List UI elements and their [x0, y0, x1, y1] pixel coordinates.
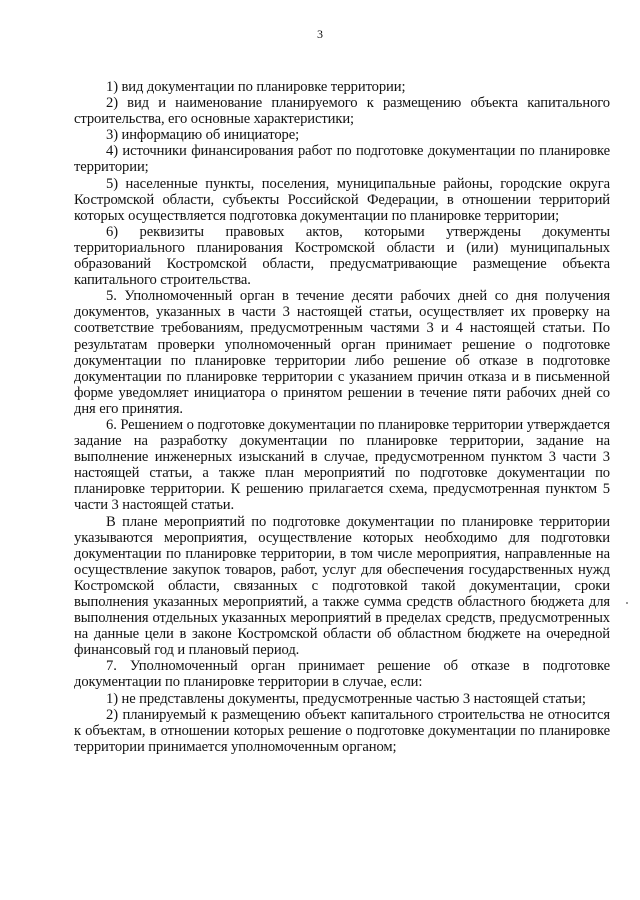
- list-item-5-settlements: 5) населенные пункты, поселения, муниципальные районы, городские округа Костромской области, субъекты Российской Федерации, в отношении территорий которых осуществляется подготовка документации по планировке территории;: [74, 175, 610, 224]
- paragraph-action-plan: В плане мероприятий по подготовке документации по планировке территории указываются мероприятия, осуществление которых необходимо для подготовки документации по планировке территории, в том числе мероприятия, направленные на осуществление закупок товаров, работ, услуг для обеспечения государственных нужд Костромской области, связанных с подготовкой такой документации, сроки выполнения указанных мероприятий, а также сумма средств областного бюджета для выполнения отдельных указанных мероприятий в пределах средств, предусмотренных на данные цели в законе Костромской области об областном бюджете на очередной финансовый год и плановый период.: [74, 513, 610, 659]
- list-item-1-documentation-type: 1) вид документации по планировке территории;: [106, 79, 406, 95]
- paragraph-clause-7: 7. Уполномоченный орган принимает решение об отказе в подготовке документации по планировке территории в случае, если:: [74, 658, 610, 691]
- list-item-2-object-type: 2) вид и наименование планируемого к размещению объекта капитального строительства, его основные характеристики;: [74, 95, 610, 128]
- refusal-item-2: 2) планируемый к размещению объект капитального строительства не относится к объектам, в отношении которых решение о подготовке документации по планировке территории принимается уполномоченным органом;: [74, 706, 610, 755]
- list-item-4-funding-sources: 4) источники финансирования работ по подготовке документации по планировке территории;: [74, 143, 610, 176]
- paragraph-clause-5: 5. Уполномоченный орган в течение десяти рабочих дней со дня получения документов, указанных в части 3 настоящей статьи, осуществляет их проверку на соответствие требованиям, предусмотренным частями 3 и 4 настоящей статьи. По результатам проверки уполномоченный орган принимает решение о подготовке документации по планировке территории либо решение об отказе в подготовке документации по планировке территории с указанием причин отказа и в письменной форме уведомляет инициатора о принятом решении в течение пяти рабочих дней со дня его принятия.: [74, 288, 610, 417]
- document-body: [74, 79, 610, 755]
- refusal-item-1: 1) не представлены документы, предусмотренные частью 3 настоящей статьи;: [106, 690, 586, 707]
- page-number: 3: [317, 27, 323, 41]
- list-item-3-initiator: 3) информацию об инициаторе;: [106, 127, 300, 144]
- scan-speck: [626, 602, 628, 604]
- paragraph-clause-6: 6. Решением о подготовке документации по планировке территории утверждается задание на разработку документации по планировке территории, задание на выполнение инженерных изысканий в случае, предусмотренном пунктом 3 части 3 настоящей статьи, а также план мероприятий по подготовке документации по планировке территории. К решению прилагается схема, предусмотренная пунктом 5 части 3 настоящей статьи.: [74, 416, 610, 514]
- list-item-6-legal-acts: 6) реквизиты правовых актов, которыми утверждены документы территориального планирования Костромской области и (или) муниципальных образований Костромской области, предусматривающие размещение объекта капитального строительства.: [74, 223, 610, 289]
